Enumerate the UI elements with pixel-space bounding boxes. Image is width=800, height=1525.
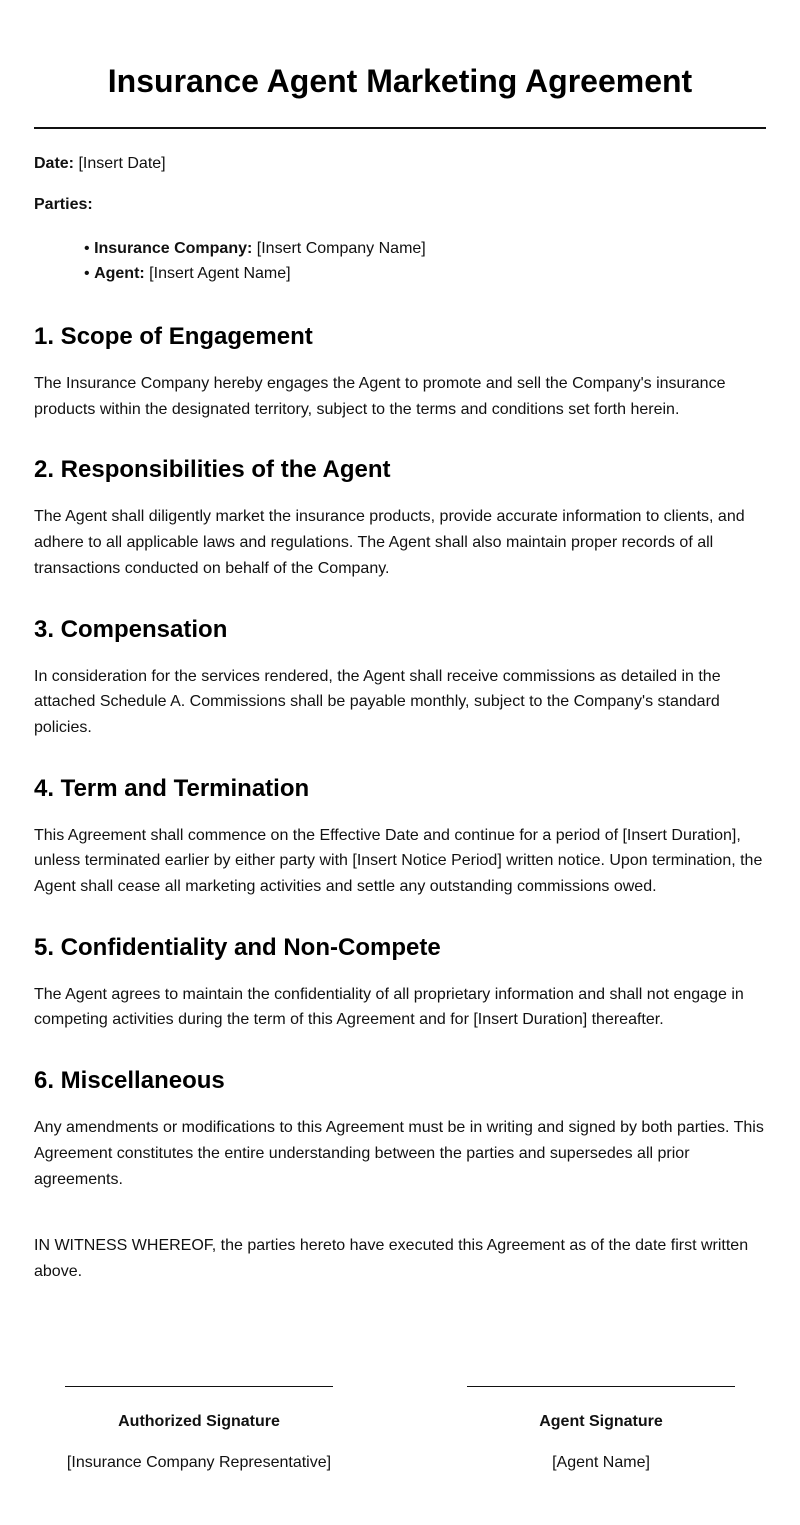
section-heading: 6. Miscellaneous	[34, 1067, 225, 1095]
section-heading: 2. Responsibilities of the Agent	[34, 456, 391, 484]
bullet: •	[84, 265, 90, 282]
date-line	[34, 154, 766, 174]
section-body: In consideration for the services rendered, the Agent shall receive commissions as detailed in the attached Schedule A. Commissions shall be payable monthly, subject to the Company's standard policies.	[34, 667, 721, 736]
section-body: The Agent agrees to maintain the confidentiality of all proprietary information and shall not engage in competing activities during the term of this Agreement and for [Insert Duration] thereafter.	[34, 985, 744, 1029]
section-compensation	[34, 616, 766, 741]
document-title: Insurance Agent Marketing Agreement	[107, 63, 693, 99]
title-divider	[34, 127, 766, 129]
parties-label: Parties:	[34, 196, 93, 213]
signature-title: Authorized Signature	[118, 1413, 280, 1430]
signature-line	[65, 1386, 333, 1387]
signature-title: Agent Signature	[539, 1413, 663, 1430]
section-body: This Agreement shall commence on the Effective Date and continue for a period of [Insert Duration], unless terminated earlier by either party with [Insert Notice Period] written notice. Upon termination, the Agent shall cease all marketing activities and settle any outstanding commissions owed.	[34, 826, 763, 896]
party-company-label: Insurance Company:	[94, 240, 253, 257]
party-company-value: [Insert Company Name]	[256, 240, 426, 257]
party-item-agent	[84, 261, 766, 286]
section-heading: 3. Compensation	[34, 615, 228, 643]
party-agent-value: [Insert Agent Name]	[149, 265, 291, 282]
signature-block-company	[65, 1386, 333, 1473]
section-heading: 1. Scope of Engagement	[34, 323, 313, 350]
section-body: The Insurance Company hereby engages the Agent to promote and sell the Company's insurance products within the designated territory, subject to the terms and conditions set forth herein.	[34, 375, 726, 418]
section-body: Any amendments or modifications to this Agreement must be in writing and signed by both parties. This Agreement constitutes the entire understanding between the parties and supersedes all prior agreements.	[34, 1119, 764, 1188]
bullet: •	[84, 240, 90, 257]
parties-list	[34, 236, 766, 286]
section-term-termination	[34, 775, 766, 900]
party-agent-label: Agent:	[94, 265, 145, 282]
section-body: The Agent shall diligently market the insurance products, provide accurate information to clients, and adhere to all applicable laws and regulations. The Agent shall also maintain proper records of all transactions conducted on behalf of the Company.	[34, 508, 745, 577]
signature-name: [Insurance Company Representative]	[66, 1454, 332, 1471]
section-responsibilities	[34, 456, 766, 581]
section-miscellaneous	[34, 1067, 766, 1192]
party-item-company	[84, 236, 766, 261]
section-heading: 4. Term and Termination	[34, 774, 310, 802]
signature-name: [Agent Name]	[552, 1454, 650, 1471]
section-heading: 5. Confidentiality and Non-Compete	[34, 933, 441, 961]
signature-line	[467, 1386, 735, 1387]
section-confidentiality	[34, 934, 766, 1033]
date-label: Date:	[34, 155, 75, 172]
date-value: [Insert Date]	[78, 155, 166, 172]
witness-clause: IN WITNESS WHEREOF, the parties hereto have executed this Agreement as of the date first written above.	[34, 1237, 749, 1280]
signature-block-agent	[467, 1386, 735, 1473]
section-scope	[34, 323, 766, 422]
